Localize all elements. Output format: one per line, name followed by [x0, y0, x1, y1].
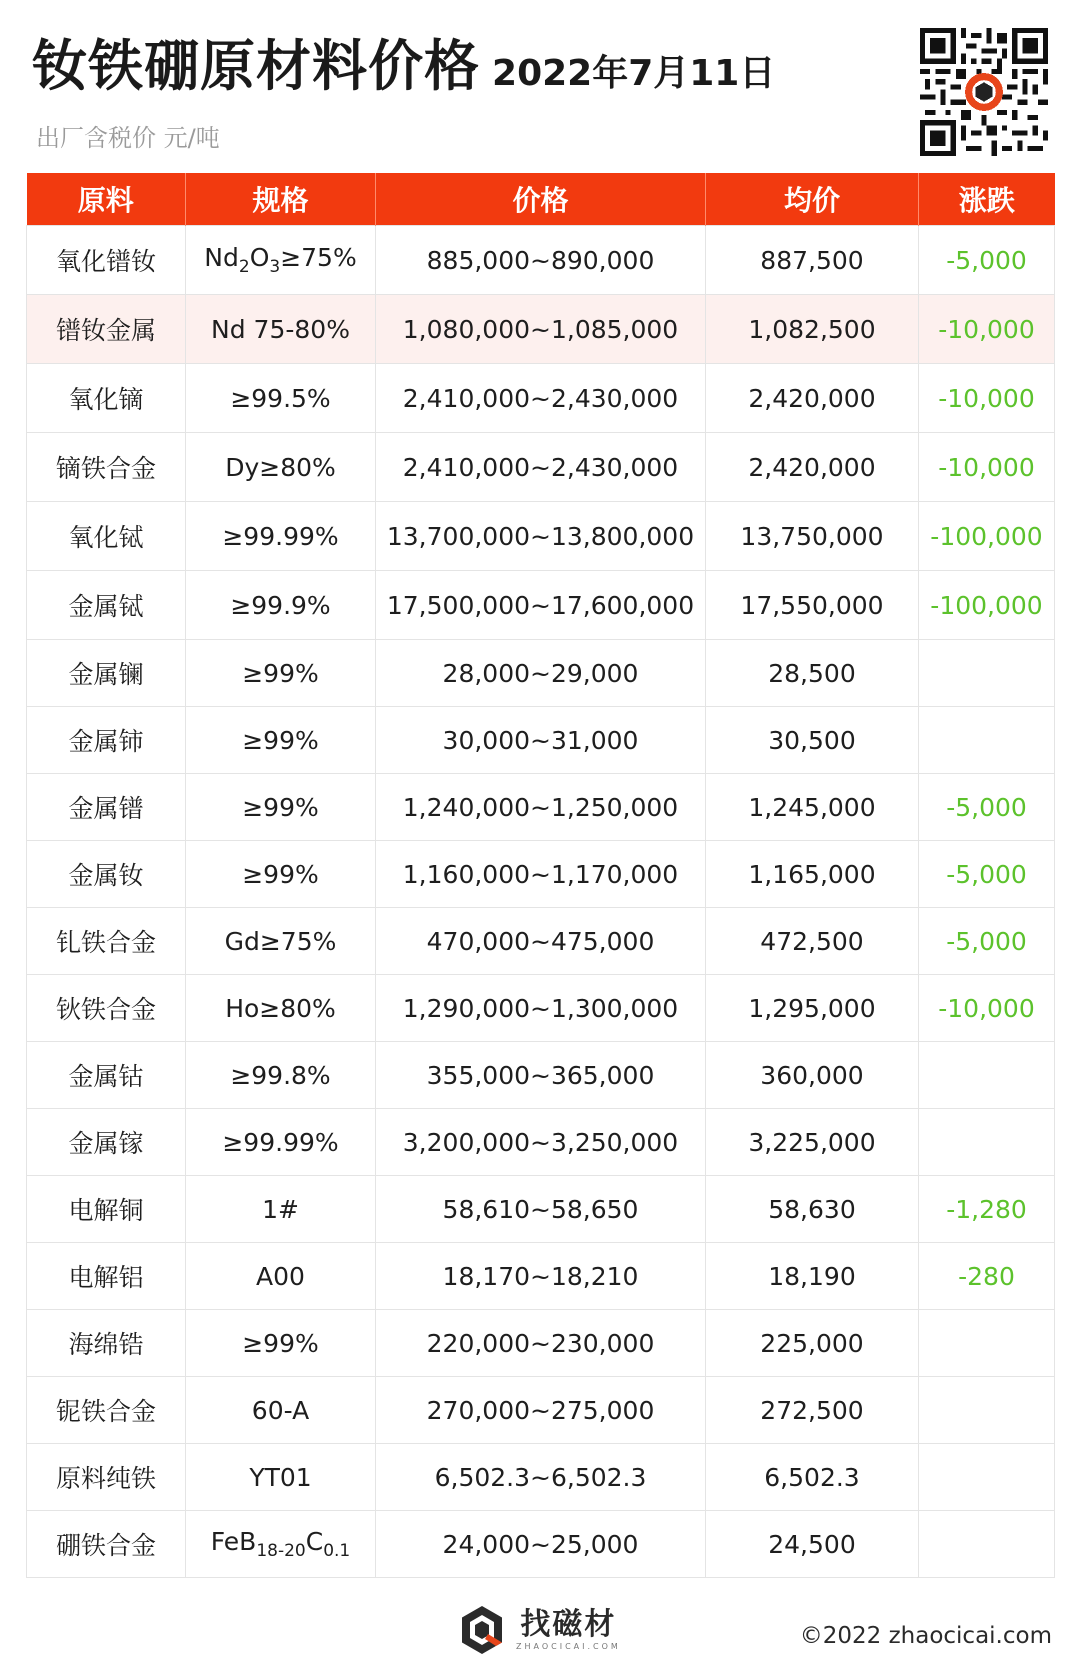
material-spec: ≥99.99%: [186, 1109, 376, 1176]
table-row: [27, 1243, 1055, 1310]
material-spec: ≥99.9%: [186, 571, 376, 640]
average-price: 1,295,000: [706, 975, 919, 1042]
price-range: 58,610~58,650: [376, 1176, 706, 1243]
average-price: 2,420,000: [706, 364, 919, 433]
logo-text: 找磁材: [520, 1607, 617, 1642]
material-spec: ≥99.5%: [186, 364, 376, 433]
average-price: 225,000: [706, 1310, 919, 1377]
material-spec: 1#: [186, 1176, 376, 1243]
material-name: 铌铁合金: [27, 1377, 186, 1444]
material-name: 金属钴: [27, 1042, 186, 1109]
table-row: [27, 1377, 1055, 1444]
material-spec: ≥99%: [186, 841, 376, 908]
title-date: 2022年7月11日: [492, 53, 776, 94]
material-spec: Dy≥80%: [186, 433, 376, 502]
average-price: 472,500: [706, 908, 919, 975]
material-name: 原料纯铁: [27, 1444, 186, 1511]
logo-subtext: ZHAOCICAI.COM: [516, 1642, 621, 1651]
material-spec: ≥99%: [186, 640, 376, 707]
price-range: 28,000~29,000: [376, 640, 706, 707]
qr-code-icon: [920, 28, 1048, 156]
table-row: [27, 1176, 1055, 1243]
table-row: [27, 502, 1055, 571]
footer-logo: [458, 1604, 621, 1656]
average-price: 3,225,000: [706, 1109, 919, 1176]
price-range: 30,000~31,000: [376, 707, 706, 774]
average-price: 18,190: [706, 1243, 919, 1310]
material-name: 钬铁合金: [27, 975, 186, 1042]
copyright-text: ©2022 zhaocicai.com: [799, 1623, 1052, 1649]
material-spec: Ho≥80%: [186, 975, 376, 1042]
price-change: [919, 1042, 1055, 1109]
spec-part: FeB: [210, 1527, 257, 1556]
price-range: 3,200,000~3,250,000: [376, 1109, 706, 1176]
price-change: [919, 1377, 1055, 1444]
average-price: 887,500: [706, 226, 919, 295]
average-price: 30,500: [706, 707, 919, 774]
average-price: 1,082,500: [706, 295, 919, 364]
spec-part: ≥75%: [280, 243, 357, 272]
material-spec: Nd 75-80%: [186, 295, 376, 364]
table-row: [27, 1511, 1055, 1578]
price-change: -5,000: [919, 226, 1055, 295]
price-change: [919, 1310, 1055, 1377]
price-range: 2,410,000~2,430,000: [376, 433, 706, 502]
title-text: 钕铁硼原材料价格: [32, 34, 481, 98]
logo-wordmark: [516, 1608, 621, 1652]
material-name: 氧化铽: [27, 502, 186, 571]
price-range: 1,160,000~1,170,000: [376, 841, 706, 908]
price-change: -280: [919, 1243, 1055, 1310]
table-row: [27, 364, 1055, 433]
table-row: [27, 1310, 1055, 1377]
table-row: [27, 1109, 1055, 1176]
column-header: 均价: [706, 173, 919, 226]
average-price: 13,750,000: [706, 502, 919, 571]
price-change: [919, 640, 1055, 707]
price-range: 1,290,000~1,300,000: [376, 975, 706, 1042]
price-change: [919, 1109, 1055, 1176]
price-range: 13,700,000~13,800,000: [376, 502, 706, 571]
material-name: 电解铜: [27, 1176, 186, 1243]
spec-part: O: [249, 243, 270, 272]
price-range: 1,080,000~1,085,000: [376, 295, 706, 364]
material-name: 金属铽: [27, 571, 186, 640]
spec-subscript: 3: [269, 257, 281, 277]
material-name: 钆铁合金: [27, 908, 186, 975]
table-row: [27, 295, 1055, 364]
zhaocicai-logo-icon: [458, 1604, 506, 1656]
table-row: [27, 226, 1055, 295]
price-range: 470,000~475,000: [376, 908, 706, 975]
price-change: -5,000: [919, 841, 1055, 908]
material-name: 电解铝: [27, 1243, 186, 1310]
price-change: -5,000: [919, 908, 1055, 975]
price-range: 17,500,000~17,600,000: [376, 571, 706, 640]
average-price: 6,502.3: [706, 1444, 919, 1511]
price-range: 24,000~25,000: [376, 1511, 706, 1578]
price-change: -10,000: [919, 295, 1055, 364]
price-range: 6,502.3~6,502.3: [376, 1444, 706, 1511]
price-change: -10,000: [919, 975, 1055, 1042]
table-row: [27, 1444, 1055, 1511]
material-spec: ≥99%: [186, 707, 376, 774]
price-change: -10,000: [919, 364, 1055, 433]
average-price: 1,165,000: [706, 841, 919, 908]
price-change: -1,280: [919, 1176, 1055, 1243]
price-change: -5,000: [919, 774, 1055, 841]
average-price: 28,500: [706, 640, 919, 707]
average-price: 24,500: [706, 1511, 919, 1578]
page-title: [32, 22, 776, 98]
material-spec: [186, 226, 376, 295]
spec-subscript: 18-20: [256, 1541, 306, 1561]
material-name: 金属镧: [27, 640, 186, 707]
material-name: 金属钕: [27, 841, 186, 908]
material-name: 镨钕金属: [27, 295, 186, 364]
price-range: 2,410,000~2,430,000: [376, 364, 706, 433]
material-spec: ≥99%: [186, 1310, 376, 1377]
spec-part: C: [305, 1527, 324, 1556]
table-row: [27, 774, 1055, 841]
material-spec: ≥99.99%: [186, 502, 376, 571]
price-change: [919, 1444, 1055, 1511]
material-name: 氧化镝: [27, 364, 186, 433]
column-header: 涨跌: [919, 173, 1055, 226]
spec-subscript: 2: [238, 257, 250, 277]
price-range: 355,000~365,000: [376, 1042, 706, 1109]
price-range: 1,240,000~1,250,000: [376, 774, 706, 841]
price-range: 885,000~890,000: [376, 226, 706, 295]
price-range: 220,000~230,000: [376, 1310, 706, 1377]
price-unit-subtitle: 出厂含税价 元/吨: [36, 124, 220, 152]
average-price: 272,500: [706, 1377, 919, 1444]
average-price: 17,550,000: [706, 571, 919, 640]
material-spec: ≥99.8%: [186, 1042, 376, 1109]
column-header: 原料: [27, 173, 186, 226]
table-row: [27, 571, 1055, 640]
column-header: 规格: [186, 173, 376, 226]
spec-subscript: 0.1: [323, 1541, 351, 1561]
material-spec: YT01: [186, 1444, 376, 1511]
table-header-row: [27, 173, 1055, 226]
material-name: 金属镨: [27, 774, 186, 841]
price-table: [26, 173, 1055, 1578]
table-row: [27, 433, 1055, 502]
price-change: [919, 1511, 1055, 1578]
material-name: 金属镓: [27, 1109, 186, 1176]
column-header: 价格: [376, 173, 706, 226]
price-change: -10,000: [919, 433, 1055, 502]
average-price: 2,420,000: [706, 433, 919, 502]
table-row: [27, 975, 1055, 1042]
table-row: [27, 707, 1055, 774]
price-change: -100,000: [919, 502, 1055, 571]
price-change: -100,000: [919, 571, 1055, 640]
material-name: 镝铁合金: [27, 433, 186, 502]
material-name: 海绵锆: [27, 1310, 186, 1377]
price-change: [919, 707, 1055, 774]
material-name: 金属铈: [27, 707, 186, 774]
price-range: 270,000~275,000: [376, 1377, 706, 1444]
material-spec: 60-A: [186, 1377, 376, 1444]
average-price: 58,630: [706, 1176, 919, 1243]
table-row: [27, 841, 1055, 908]
price-range: 18,170~18,210: [376, 1243, 706, 1310]
table-row: [27, 640, 1055, 707]
material-spec: [186, 1511, 376, 1578]
average-price: 1,245,000: [706, 774, 919, 841]
material-spec: ≥99%: [186, 774, 376, 841]
material-spec: Gd≥75%: [186, 908, 376, 975]
material-name: 氧化镨钕: [27, 226, 186, 295]
table-row: [27, 1042, 1055, 1109]
material-name: 硼铁合金: [27, 1511, 186, 1578]
table-row: [27, 908, 1055, 975]
average-price: 360,000: [706, 1042, 919, 1109]
spec-part: Nd: [204, 243, 239, 272]
material-spec: A00: [186, 1243, 376, 1310]
